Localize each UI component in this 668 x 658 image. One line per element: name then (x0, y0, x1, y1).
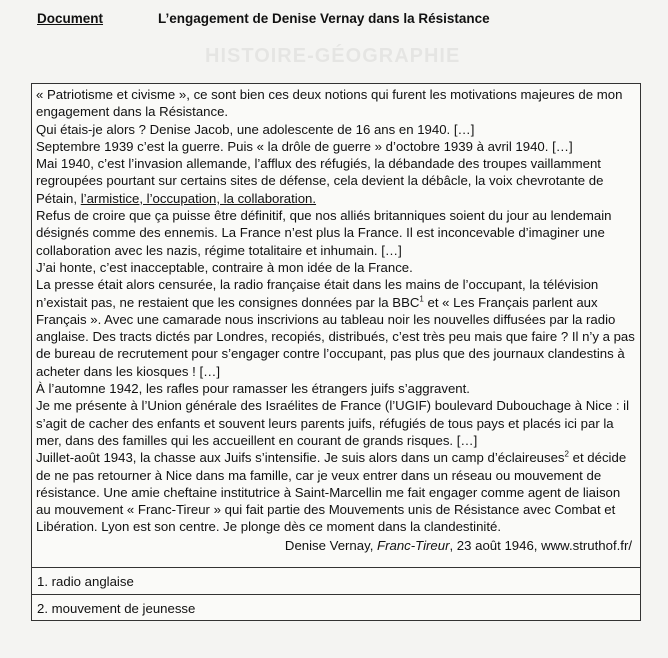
document-box (31, 83, 641, 621)
paragraph-qui-etais-je: Qui étais-je alors ? Denise Jacob, une adolescente de 16 ans en 1940. […] (36, 121, 475, 137)
underlined-armistice: l’armistice, l’occupation, la collaboration. (80, 190, 317, 206)
document-label: Document (37, 11, 104, 26)
paragraph-ugif: Je me présente à l’Union générale des Israélites de France (l’UGIF) boulevard Dubouchage à Nice : il s’agit de cacher des enfants et souvent leurs parents juifs, réfugiés de tous pays et placés ici par la mer, dans des familles qui les accueillent en courant de grands risques. […] (36, 398, 630, 448)
footnote-ref-1: 1 (419, 294, 424, 304)
document-title: L’engagement de Denise Vernay dans la Résistance (158, 11, 490, 26)
paragraph-refus: Refus de croire que ça puisse être définitif, que nos alliés britanniques soient du jour au lendemain désignés comme des ennemis. La France n’est plus la France. Il est inconcevable d’imaginer une collaboration avec les nazis, régime totalitaire et inhumain. […] (36, 208, 612, 258)
paragraph-septembre-1939: Septembre 1939 c’est la guerre. Puis « la drôle de guerre » d’octobre 1939 à avril 1940. […] (36, 138, 573, 154)
testimony-text (36, 86, 636, 536)
paragraph-presse: La presse était alors censurée, la radio française était dans les mains de l’occupant, la télévision n’existait pas, ne restaient que les consignes données par la BBC$^1$ et « Les Français parlent aux Français ». Avec une camarade nous inscrivions au tableau noir les nouvelles diffusées par la radio anglaise. Des tracts dictés par Londres, recopiés, distribués, c’est très peu mais que faire ? Il n’y a pas de bureau de recrutement pour s’engager contre l’occupant, pas plus que des journaux clandestins à acheter dans les kiosques ! […] (36, 277, 635, 379)
source-citation: Denise Vernay, Franc-Tireur, 23 août 1946, www.struthof.fr/ (284, 538, 632, 553)
paragraph-juillet-1943: Juillet-août 1943, la chasse aux Juifs s’intensifie. Je suis alors dans un camp d’éclaireuses$^2$ et décide de ne pas retourner à Nice dans ma famille, car je veux entrer dans un réseau ou mouvement de résistance. Une amie cheftaine institutrice à Saint-Marcellin me fait engager comme agent de liaison au mouvement « Franc-Tireur » qui fait partie des Mouvements unis de Résistance avec Combat et Libération. Lyon est son centre. Je plonge dès ce moment dans la clandestinité. (36, 449, 627, 535)
bleed-through-heading: HISTOIRE-GÉOGRAPHIE (205, 45, 461, 67)
paragraph-honte: J’ai honte, c’est inacceptable, contraire à mon idée de la France. (36, 259, 413, 275)
paragraph-mai-1940: Mai 1940, c’est l’invasion allemande, l’afflux des réfugiés, la débandade des troupes vaillamment regroupées pourtant sur certains sites de défense, cela devient la débâcle, la voix chevrotante de Pétain, l’armistice, l’occupation, la collaboration. (36, 156, 604, 206)
document-header (37, 11, 637, 31)
publication-name: Franc-Tireur (377, 538, 450, 553)
paragraph-automne-1942: À l’automne 1942, les rafles pour ramasser les étrangers juifs s’aggravent. (36, 381, 470, 397)
footnote-1: 1. radio anglaise (32, 567, 640, 594)
footnote-2: 2. mouvement de jeunesse (32, 594, 640, 621)
paragraph-patriotisme: « Patriotisme et civisme », ce sont bien ces deux notions qui furent les motivations majeures de mon engagement dans la Résistance. (36, 87, 623, 120)
footnote-ref-2: 2 (564, 449, 569, 459)
